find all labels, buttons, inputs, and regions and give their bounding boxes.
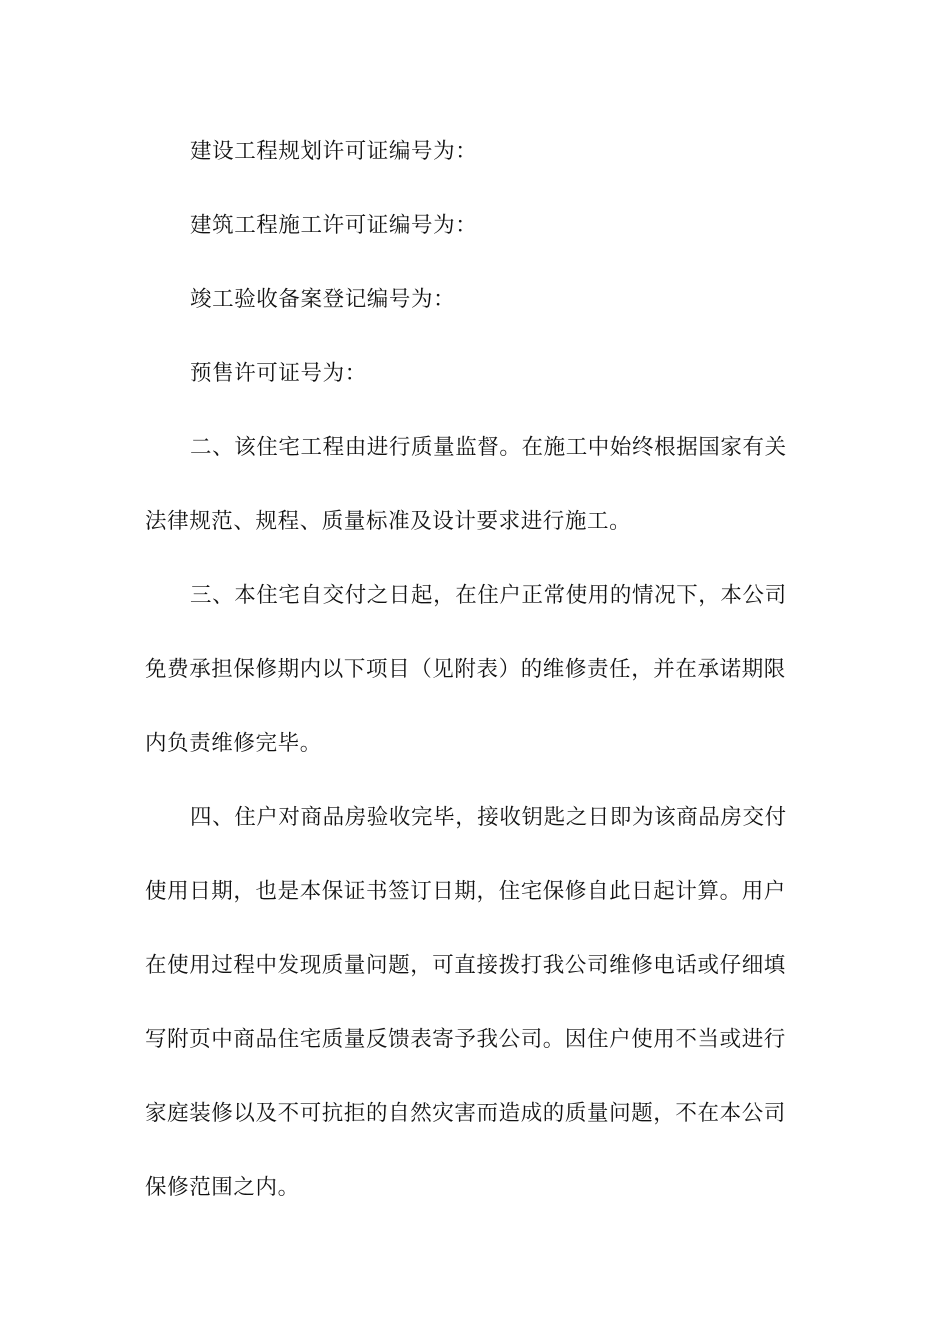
section-4-line-4: 写附页中商品住宅质量反馈表寄予我公司。因住户使用不当或进行 (145, 1027, 786, 1052)
section-4-line-5: 家庭装修以及不可抗拒的自然灾害而造成的质量问题，不在本公司 (145, 1101, 786, 1126)
permit-planning-line: 建设工程规划许可证编号为： (190, 139, 478, 164)
presale-permit-line: 预售许可证号为： (190, 361, 367, 386)
completion-record-line: 竣工验收备案登记编号为： (190, 287, 456, 312)
section-4-line-3: 在使用过程中发现质量问题，可直接拨打我公司维修电话或仔细填 (145, 953, 786, 978)
section-4-line-2: 使用日期，也是本保证书签订日期，住宅保修自此日起计算。用户 (145, 879, 786, 904)
section-3-line-3: 内负责维修完毕。 (145, 731, 322, 756)
section-4-line-1: 四、住户对商品房验收完毕，接收钥匙之日即为该商品房交付 (190, 805, 787, 830)
section-3-line-1: 三、本住宅自交付之日起，在住户正常使用的情况下，本公司 (190, 583, 787, 608)
section-2-line-1: 二、该住宅工程由进行质量监督。在施工中始终根据国家有关 (190, 435, 787, 460)
section-2-line-2: 法律规范、规程、质量标准及设计要求进行施工。 (145, 509, 632, 534)
section-3-line-2: 免费承担保修期内以下项目（见附表）的维修责任，并在承诺期限 (145, 657, 786, 682)
section-4-line-6: 保修范围之内。 (145, 1175, 300, 1200)
permit-construction-line: 建筑工程施工许可证编号为： (190, 213, 478, 238)
